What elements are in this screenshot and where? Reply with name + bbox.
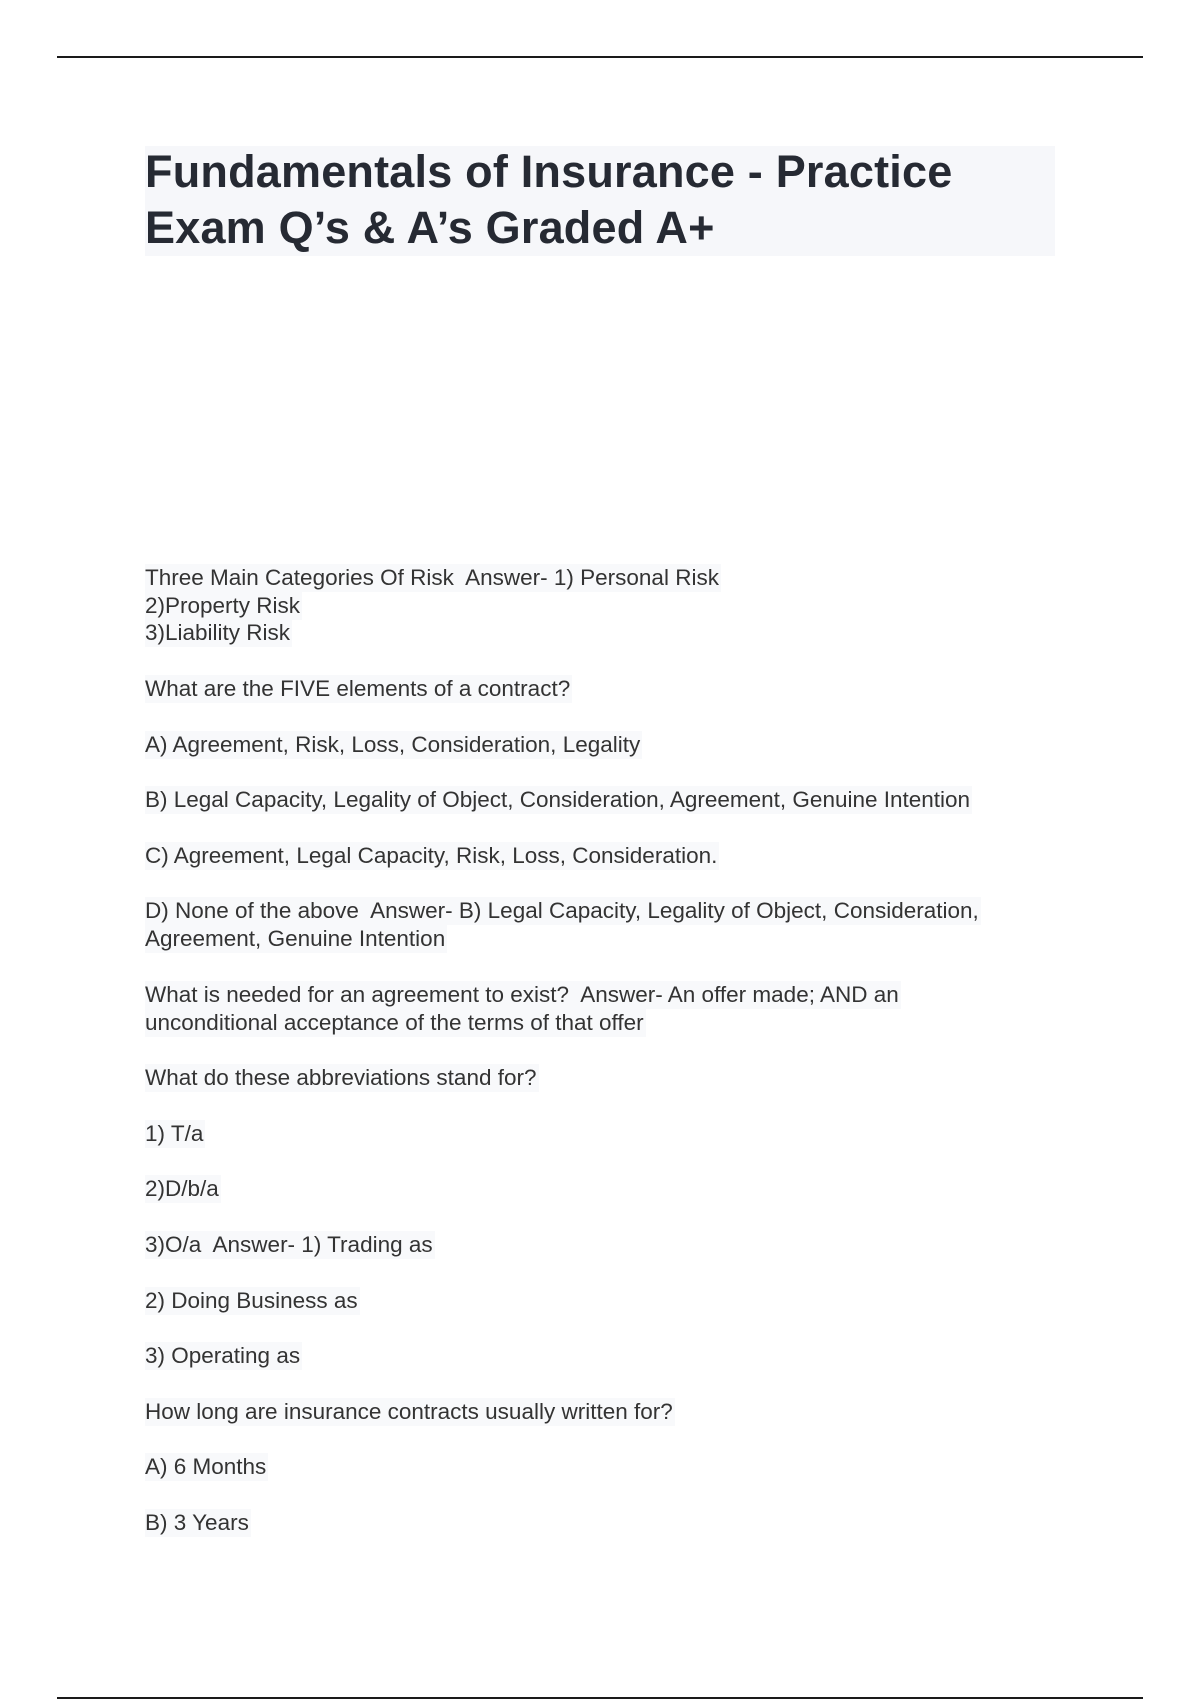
title-line-1: Fundamentals of Insurance - Practice (145, 146, 953, 197)
text-line: What is needed for an agreement to exist? Answer- An offer made; AND an (145, 982, 899, 1007)
text-line: C) Agreement, Legal Capacity, Risk, Loss, Consideration. (145, 843, 718, 868)
text-line: 2)D/b/a (145, 1176, 219, 1201)
text-line: Agreement, Genuine Intention (145, 926, 446, 951)
text-line: D) None of the above Answer- B) Legal Capacity, Legality of Object, Consideration, (145, 898, 979, 923)
top-divider (57, 56, 1143, 58)
title-line-2: Exam Q’s & A’s Graded A+ (145, 202, 715, 253)
text-line: 2)Property Risk (145, 593, 301, 618)
text-line: B) Legal Capacity, Legality of Object, Consideration, Agreement, Genuine Intention (145, 787, 971, 812)
text-line: Three Main Categories Of Risk Answer- 1) Personal Risk (145, 565, 719, 590)
text-line: 3)Liability Risk (145, 620, 291, 645)
text-line: A) Agreement, Risk, Loss, Consideration, Legality (145, 732, 641, 757)
text-line: 2) Doing Business as (145, 1288, 358, 1313)
text-line: 3) Operating as (145, 1343, 301, 1368)
text-line: What do these abbreviations stand for? (145, 1065, 537, 1090)
document-title (145, 146, 1055, 256)
text-line: 3)O/a Answer- 1) Trading as (145, 1232, 433, 1257)
text-line: What are the FIVE elements of a contract? (145, 676, 571, 701)
text-line: How long are insurance contracts usually written for? (145, 1399, 673, 1424)
bottom-divider (57, 1697, 1143, 1699)
text-line: 1) T/a (145, 1121, 204, 1146)
text-line: A) 6 Months (145, 1454, 267, 1479)
text-line: unconditional acceptance of the terms of that offer (145, 1010, 644, 1035)
text-line: B) 3 Years (145, 1510, 249, 1535)
